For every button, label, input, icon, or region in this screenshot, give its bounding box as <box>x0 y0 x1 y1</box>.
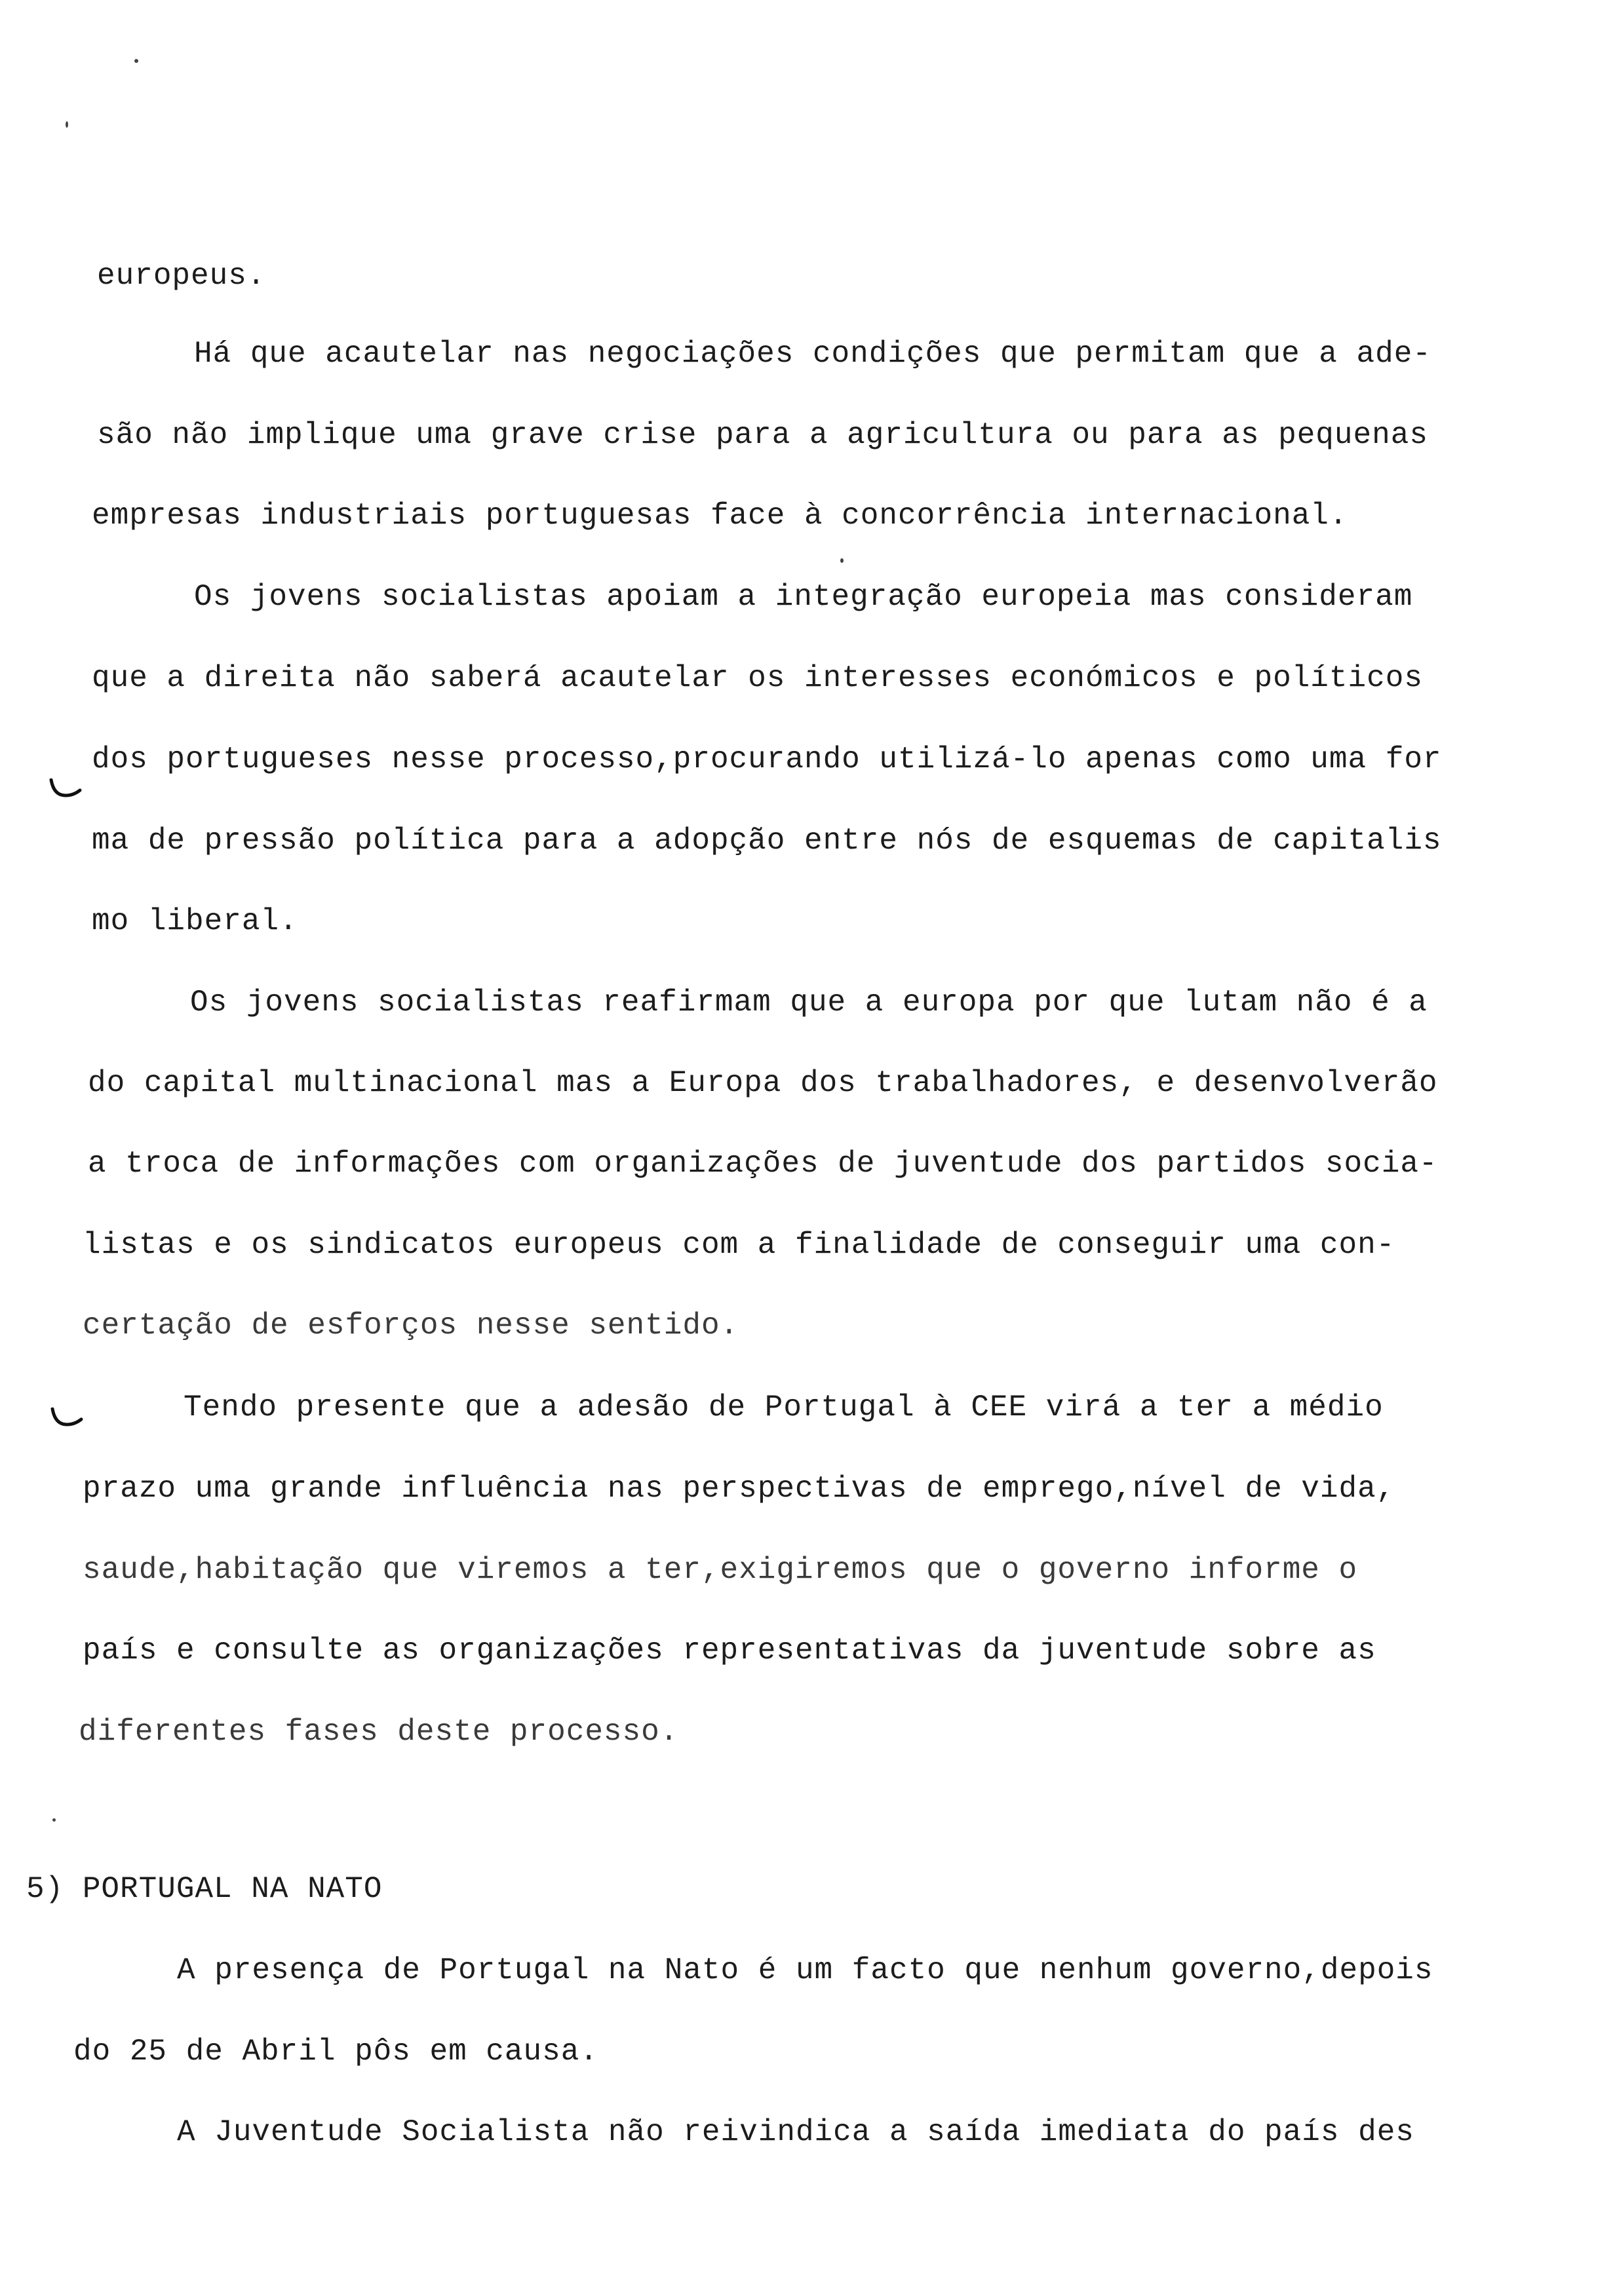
scan-speck <box>134 59 138 63</box>
body-line: A Juventude Socialista não reivindica a saída imediata do país des <box>177 2115 1414 2149</box>
scan-speck <box>52 1818 56 1822</box>
body-line: Os jovens socialistas reafirmam que a europa por que lutam não é a <box>190 985 1428 1020</box>
body-line: prazo uma grande influência nas perspectivas de emprego,nível de vida, <box>83 1472 1395 1506</box>
body-line: dos portugueses nesse processo,procurando utilizá-lo apenas como uma for <box>92 742 1442 776</box>
body-line: são não implique uma grave crise para a agricultura ou para as pequenas <box>97 418 1428 452</box>
body-line: ma de pressão política para a adopção entre nós de esquemas de capitalis <box>92 824 1442 858</box>
body-line: a troca de informações com organizações de juventude dos partidos socia- <box>88 1147 1438 1181</box>
body-line: A presença de Portugal na Nato é um facto que nenhum governo,depois <box>177 1953 1433 1987</box>
body-line: Os jovens socialistas apoiam a integração europeia mas consideram <box>194 580 1413 614</box>
body-line: país e consulte as organizações representativas da juventude sobre as <box>83 1634 1376 1668</box>
margin-mark-icon <box>47 778 83 801</box>
body-line: Tendo presente que a adesão de Portugal à CEE virá a ter a médio <box>184 1390 1384 1425</box>
body-line: diferentes fases deste processo. <box>79 1715 679 1749</box>
body-line: certação de esforços nesse sentido. <box>83 1309 739 1343</box>
scan-speck <box>840 558 844 563</box>
body-line: mo liberal. <box>92 904 298 938</box>
section-heading: 5) PORTUGAL NA NATO <box>26 1872 383 1906</box>
body-line: empresas industriais portuguesas face à concorrência internacional. <box>92 499 1348 533</box>
margin-mark-icon <box>49 1407 84 1430</box>
body-line: do 25 de Abril pôs em causa. <box>73 2035 598 2069</box>
body-line: do capital multinacional mas a Europa dos trabalhadores, e desenvolverão <box>88 1066 1438 1100</box>
body-line: listas e os sindicatos europeus com a finalidade de conseguir uma con- <box>83 1228 1395 1262</box>
body-line: Há que acautelar nas negociações condições que permitam que a ade- <box>194 337 1431 371</box>
body-line: saude,habitação que viremos a ter,exigiremos que o governo informe o <box>83 1553 1358 1587</box>
body-line: europeus. <box>97 259 266 293</box>
body-line: que a direita não saberá acautelar os interesses económicos e políticos <box>92 661 1423 695</box>
scan-speck <box>66 121 68 128</box>
